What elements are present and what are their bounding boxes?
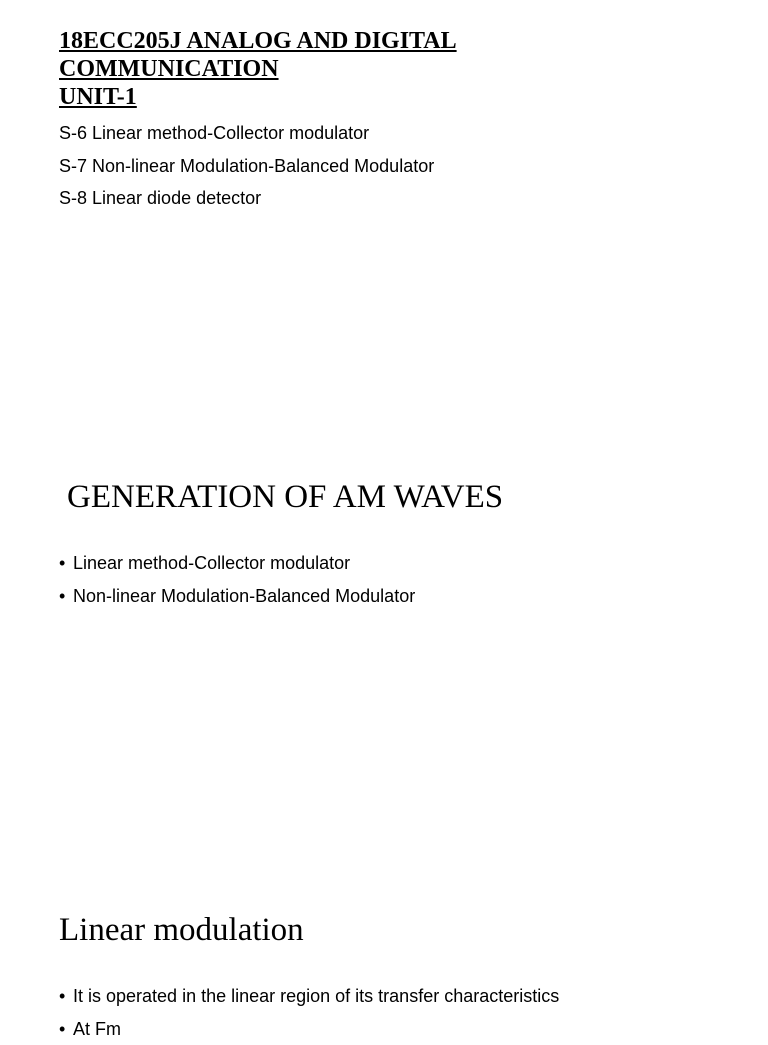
- unit-label: UNIT-1: [59, 83, 457, 111]
- course-title-line: COMMUNICATION: [59, 55, 457, 83]
- linear-modulation-heading: Linear modulation: [59, 910, 304, 950]
- bullet-item: • Linear method-Collector modulator: [59, 547, 415, 580]
- course-title: [59, 27, 457, 111]
- session-list: [59, 117, 434, 215]
- course-title-line: 18ECC205J ANALOG AND DIGITAL: [59, 27, 457, 55]
- bullet-item: • Non-linear Modulation-Balanced Modulator: [59, 580, 415, 613]
- bullet-item: • At Fm: [59, 1013, 559, 1045]
- session-item: S-8 Linear diode detector: [59, 182, 434, 215]
- session-item: S-6 Linear method-Collector modulator: [59, 117, 434, 150]
- bullet-item: • It is operated in the linear region of its transfer characteristics: [59, 980, 559, 1013]
- generation-heading: GENERATION OF AM WAVES: [67, 477, 503, 517]
- generation-bullet-list: [59, 547, 415, 612]
- linear-modulation-bullet-list: [59, 980, 559, 1045]
- session-item: S-7 Non-linear Modulation-Balanced Modulator: [59, 150, 434, 183]
